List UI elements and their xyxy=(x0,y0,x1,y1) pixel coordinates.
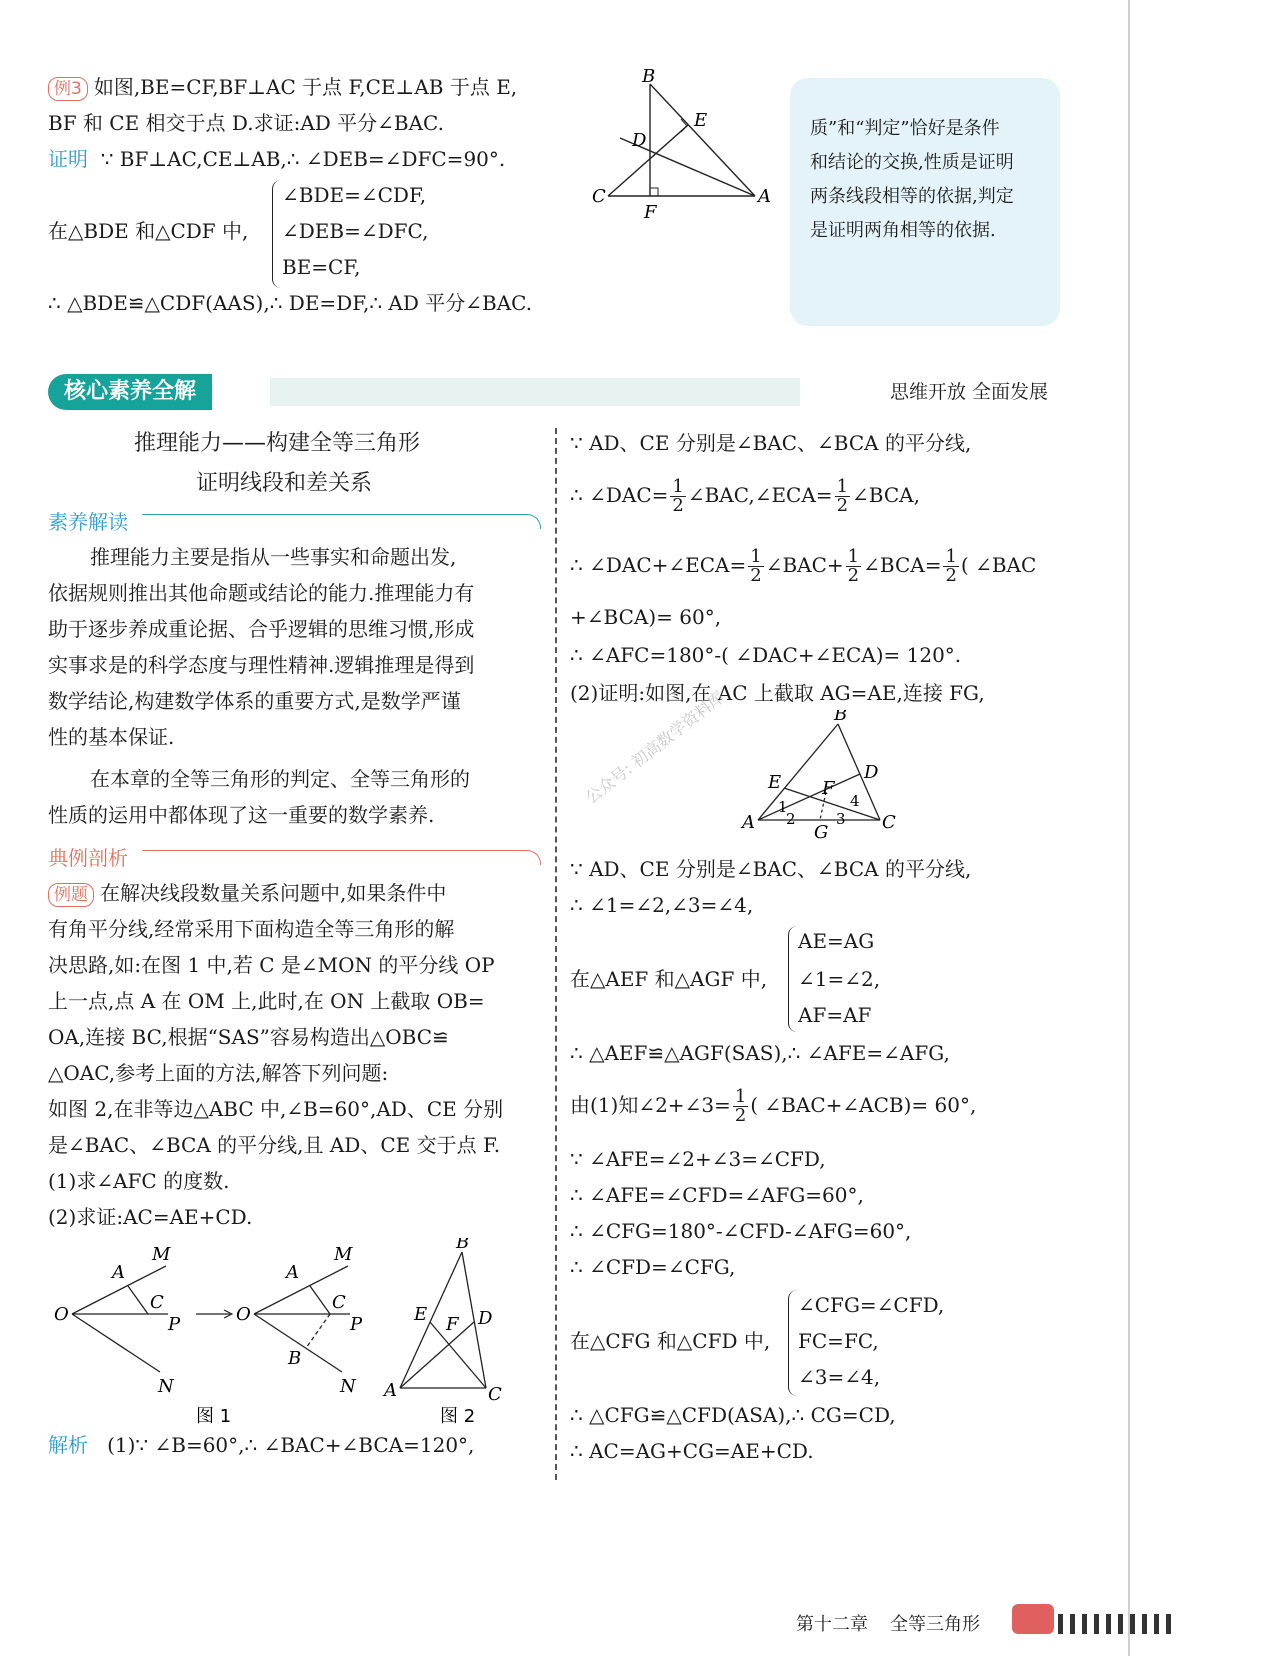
proof-label: 证明 xyxy=(48,147,88,171)
sidebar-line3: 两条线段相等的依据,判定 xyxy=(810,186,1014,207)
label-E: E xyxy=(694,110,708,131)
brace xyxy=(788,1290,797,1396)
sidebar-note xyxy=(790,78,1060,326)
label-B: B xyxy=(834,710,848,725)
solution-line: ∴ ∠AFC=180°-( ∠DAC+∠ECA)= 120°. xyxy=(570,643,962,667)
section-examples: 典例剖析 xyxy=(48,846,128,870)
para-line: 推理能力主要是指从一些事实和命题出发, xyxy=(90,545,457,569)
footer-chapter: 第十二章 xyxy=(796,1614,868,1635)
label-A: A xyxy=(758,186,770,207)
analysis-line: 解析 (1)∵ ∠B=60°,∴ ∠BAC+∠BCA=120°, xyxy=(48,1433,475,1457)
brace-line: ∠1=∠2, xyxy=(798,967,881,991)
fig1b-O: O xyxy=(236,1304,251,1325)
question-line: (1)求∠AFC 的度数. xyxy=(48,1169,230,1193)
para-line: 实事求是的科学态度与理性精神.逻辑推理是得到 xyxy=(48,653,475,677)
example-tag: 例3 xyxy=(48,77,88,101)
fig1b-N: N xyxy=(340,1376,356,1397)
question-line: 上一点,点 A 在 OM 上,此时,在 ON 上截取 OB= xyxy=(48,989,485,1013)
example3-conclusion: ∴ △BDE≌△CDF(AAS),∴ DE=DF,∴ AD 平分∠BAC. xyxy=(48,291,533,315)
solution-line: ∴ AC=AG+CG=AE+CD. xyxy=(570,1439,814,1463)
solution-line: ∴ ∠DAC= $\frac{1}{2}$ ∠BAC,∠ECA= $\frac{1}{2}$ ∠BCA, xyxy=(570,476,920,516)
solution-line: ∴ ∠1=∠2,∠3=∠4, xyxy=(570,893,754,917)
footer-title: 全等三角形 xyxy=(890,1614,980,1635)
fig2-caption: 图 2 xyxy=(440,1406,476,1427)
solution-line: 在△AEF 和△AGF 中, xyxy=(570,967,768,991)
solution-line: ∵ AD、CE 分别是∠BAC、∠BCA 的平分线, xyxy=(570,857,972,881)
fig2-D: D xyxy=(478,1308,493,1329)
fig1-N: N xyxy=(158,1376,174,1397)
label-F: F xyxy=(644,202,657,223)
solution-line: ∴ ∠CFD=∠CFG, xyxy=(570,1255,736,1279)
fig1b-B: B xyxy=(288,1348,302,1369)
solution-line: ∵ ∠AFE=∠2+∠3=∠CFD, xyxy=(570,1147,826,1171)
solution-line: 在△CFG 和△CFD 中, xyxy=(570,1329,771,1353)
question-line: OA,连接 BC,根据“SAS”容易构造出△OBC≌ xyxy=(48,1025,449,1049)
solution-line: (2)证明:如图,在 AC 上截取 AG=AE,连接 FG, xyxy=(570,681,985,705)
example3-proof: 证明 ∵ BF⊥AC,CE⊥AB,∴ ∠DEB=∠DFC=90°. xyxy=(48,147,506,171)
fig1-M: M xyxy=(152,1244,171,1265)
figure-solution xyxy=(740,710,900,840)
solution-line: ∴ ∠AFE=∠CFD=∠AFG=60°, xyxy=(570,1183,864,1207)
solution-line: ∵ AD、CE 分别是∠BAC、∠BCA 的平分线, xyxy=(570,431,972,455)
solution-line: 由(1)知∠2+∠3= $\frac{1}{2}$ ( ∠BAC+∠ACB)= 60°, xyxy=(570,1086,977,1126)
fig2-C: C xyxy=(488,1384,502,1405)
solution-line: ∴ ∠CFG=180°-∠CFD-∠AFG=60°, xyxy=(570,1219,912,1243)
topic-heading-1: 推理能力——构建全等三角形 xyxy=(134,431,421,456)
page-edge xyxy=(1128,0,1130,1656)
sidebar-line1: 质”和“判定”恰好是条件 xyxy=(810,118,1000,139)
example3-line1: 例3 如图,BE=CF,BF⊥AC 于点 F,CE⊥AB 于点 E, xyxy=(48,70,517,104)
watermark: 公众号: 初高数学资料库 xyxy=(581,687,728,808)
brace-line: ∠CFG=∠CFD, xyxy=(798,1293,945,1317)
para-line: 性的基本保证. xyxy=(48,725,175,749)
barcode-strip xyxy=(1058,1614,1178,1634)
label-G: G xyxy=(814,822,829,840)
para-line: 助于逐步养成重论据、合乎逻辑的思维习惯,形成 xyxy=(48,617,475,641)
fig1-P: P xyxy=(168,1314,181,1335)
question-line: 是∠BAC、∠BCA 的平分线,且 AD、CE 交于点 F. xyxy=(48,1133,501,1157)
angle-1: 1 xyxy=(778,798,788,816)
fig2-F: F xyxy=(446,1314,459,1335)
solution-line: ∴ ∠DAC+∠ECA= $\frac{1}{2}$ ∠BAC+ $\frac{1}{2}$ ∠BCA= $\frac{1}{2}$ ( ∠BAC xyxy=(570,546,1037,586)
question-line: △OAC,参考上面的方法,解答下列问题: xyxy=(48,1061,389,1085)
question-line: 决思路,如:在图 1 中,若 C 是∠MON 的平分线 OP xyxy=(48,953,495,977)
section-interpretation: 素养解读 xyxy=(48,510,128,534)
solution-line: ∴ △CFG≌△CFD(ASA),∴ CG=CD, xyxy=(570,1403,896,1427)
label-C: C xyxy=(882,812,896,833)
fig1-A: A xyxy=(112,1262,125,1283)
section-rule xyxy=(142,850,541,865)
fig2-B: B xyxy=(456,1238,470,1253)
brace-line: AE=AG xyxy=(798,929,875,953)
label-B: B xyxy=(642,68,656,87)
solution-line: ∴ △AEF≌△AGF(SAS),∴ ∠AFE=∠AFG, xyxy=(570,1041,950,1065)
label-A: A xyxy=(742,812,755,833)
question-line: (2)求证:AC=AE+CD. xyxy=(48,1205,253,1229)
solution-line: +∠BCA)= 60°, xyxy=(570,605,722,629)
example-tag: 例题 xyxy=(48,883,94,907)
fig2-A: A xyxy=(384,1380,397,1401)
para-line: 数学结论,构建数学体系的重要方式,是数学严谨 xyxy=(48,689,461,713)
example3-line2: BF 和 CE 相交于点 D.求证:AD 平分∠BAC. xyxy=(48,111,445,135)
page-tab xyxy=(1012,1604,1054,1634)
topic-heading-2: 证明线段和差关系 xyxy=(196,471,373,496)
para-line: 在本章的全等三角形的判定、全等三角形的 xyxy=(90,767,470,791)
fig1b-C: C xyxy=(332,1292,346,1313)
label-F: F xyxy=(822,778,835,799)
brace-line: ∠3=∠4, xyxy=(798,1365,881,1389)
fig1-caption: 图 1 xyxy=(196,1406,232,1427)
sidebar-line4: 是证明两角相等的依据. xyxy=(810,220,996,241)
para-line: 性质的运用中都体现了这一重要的数学素养. xyxy=(48,803,435,827)
angle-2: 2 xyxy=(786,810,796,828)
fig1b-P: P xyxy=(350,1314,363,1335)
brace-line: AF=AF xyxy=(798,1003,872,1027)
column-divider xyxy=(555,428,557,1480)
label-D: D xyxy=(632,130,647,151)
section-slogan: 思维开放 全面发展 xyxy=(889,381,1048,403)
analysis-label: 解析 xyxy=(48,1433,88,1457)
example3-brace3: BE=CF, xyxy=(282,255,361,279)
para-line: 依据规则推出其他命题或结论的能力.推理能力有 xyxy=(48,581,475,605)
brace xyxy=(788,926,797,1032)
angle-3: 3 xyxy=(836,810,846,828)
example3-line4: 在△BDE 和△CDF 中, xyxy=(48,219,249,243)
fig1-O: O xyxy=(54,1304,69,1325)
brace-line: FC=FC, xyxy=(798,1329,879,1353)
fig1b-M: M xyxy=(334,1244,353,1265)
label-E: E xyxy=(768,772,782,793)
question-line: 例题 在解决线段数量关系问题中,如果条件中 xyxy=(48,876,446,910)
angle-4: 4 xyxy=(850,792,860,810)
label-D: D xyxy=(864,762,879,783)
example3-brace2: ∠DEB=∠DFC, xyxy=(282,219,429,243)
label-C: C xyxy=(592,186,606,207)
section-title: 核心素养全解 xyxy=(48,374,212,410)
figure-example3 xyxy=(590,68,770,228)
brace xyxy=(272,180,281,288)
fig1b-A: A xyxy=(286,1262,299,1283)
example3-brace1: ∠BDE=∠CDF, xyxy=(282,183,427,207)
section-rule xyxy=(142,514,541,529)
question-line: 如图 2,在非等边△ABC 中,∠B=60°,AD、CE 分别 xyxy=(48,1097,504,1121)
fig2-E: E xyxy=(414,1304,428,1325)
question-line: 有角平分线,经常采用下面构造全等三角形的解 xyxy=(48,917,455,941)
fig1-C: C xyxy=(150,1292,164,1313)
figures-1-2 xyxy=(48,1238,548,1428)
sidebar-line2: 和结论的交换,性质是证明 xyxy=(810,152,1014,173)
section-band xyxy=(48,374,1048,410)
